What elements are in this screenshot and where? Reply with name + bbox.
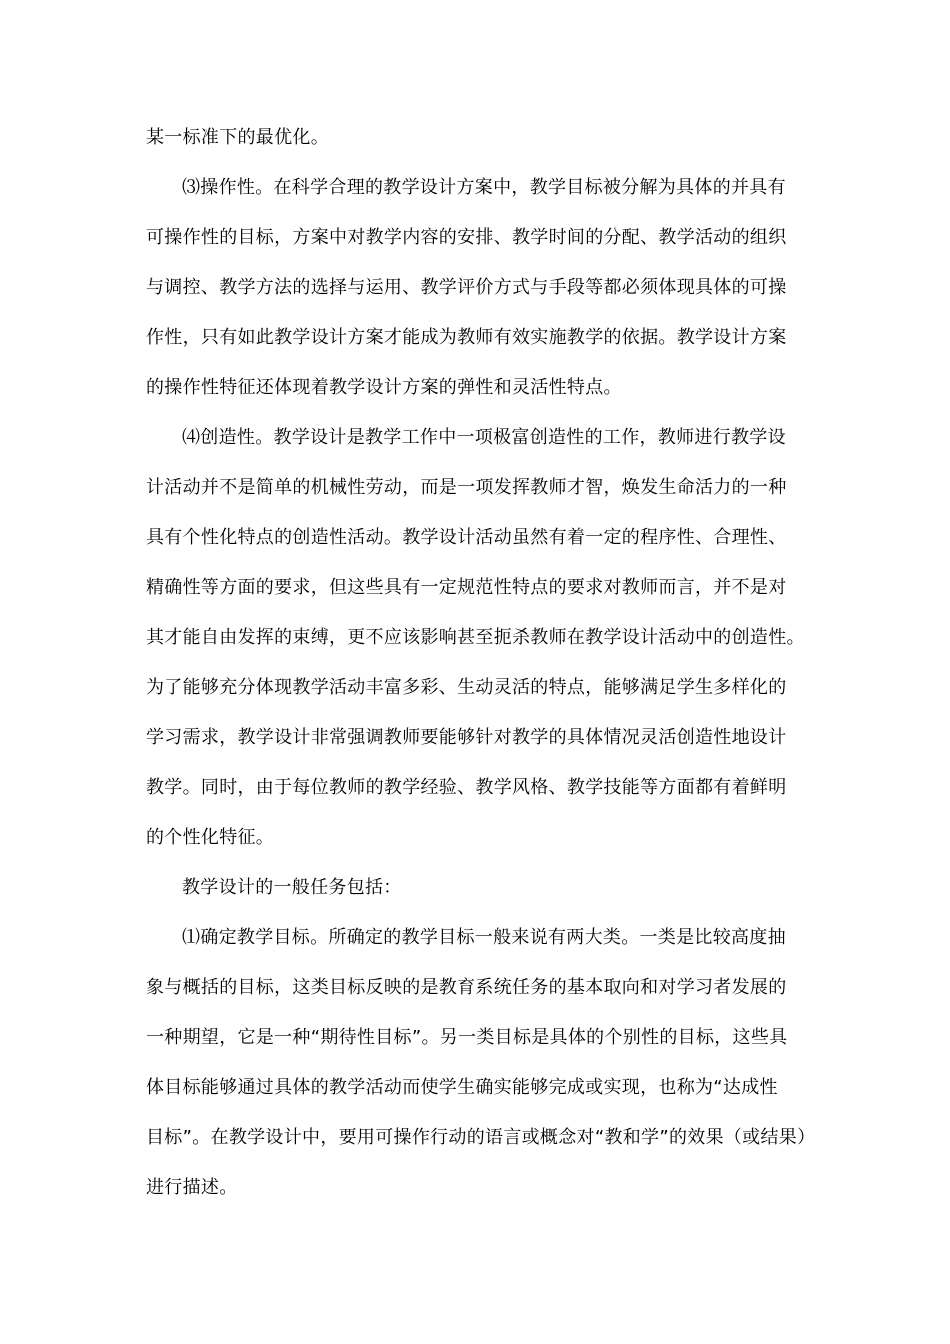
text-line: 其才能自由发挥的束缚，更不应该影响甚至扼杀教师在教学设计活动中的创造性。	[146, 627, 805, 648]
paragraph-start-line: 教学设计的一般任务包括：	[182, 877, 402, 898]
text-line: 一种期望，它是一种“期待性目标”。另一类目标是具体的个别性的目标，这些具	[146, 1027, 788, 1048]
text-line: 具有个性化特点的创造性活动。教学设计活动虽然有着一定的程序性、合理性、	[146, 527, 787, 548]
text-line: 体目标能够通过具体的教学活动而使学生确实能够完成或实现，也称为“达成性	[146, 1077, 778, 1098]
text-line: 某一标准下的最优化。	[146, 127, 329, 148]
paragraph-start-line: ⑴确定教学目标。所确定的教学目标一般来说有两大类。一类是比较高度抽	[182, 927, 786, 948]
text-line: 进行描述。	[146, 1177, 238, 1198]
text-line: 的操作性特征还体现着教学设计方案的弹性和灵活性特点。	[146, 377, 622, 398]
text-line: 为了能够充分体现教学活动丰富多彩、生动灵活的特点，能够满足学生多样化的	[146, 677, 787, 698]
text-line: 计活动并不是简单的机械性劳动，而是一项发挥教师才智，焕发生命活力的一种	[146, 477, 787, 498]
text-line: 象与概括的目标，这类目标反映的是教育系统任务的基本取向和对学习者发展的	[146, 977, 787, 998]
text-line: 与调控、教学方法的选择与运用、教学评价方式与手段等都必须体现具体的可操	[146, 277, 787, 298]
text-line: 教学。同时，由于每位教师的教学经验、教学风格、教学技能等方面都有着鲜明	[146, 777, 787, 798]
text-line: 精确性等方面的要求，但这些具有一定规范性特点的要求对教师而言，并不是对	[146, 577, 787, 598]
text-line: 作性，只有如此教学设计方案才能成为教师有效实施教学的依据。教学设计方案	[146, 327, 787, 348]
text-line: 学习需求，教学设计非常强调教师要能够针对教学的具体情况灵活创造性地设计	[146, 727, 787, 748]
paragraph-start-line: ⑶操作性。在科学合理的教学设计方案中，教学目标被分解为具体的并具有	[182, 177, 786, 198]
paragraph-start-line: ⑷创造性。教学设计是教学工作中一项极富创造性的工作，教师进行教学设	[182, 427, 786, 448]
text-line: 可操作性的目标，方案中对教学内容的安排、教学时间的分配、教学活动的组织	[146, 227, 787, 248]
text-line: 目标”。在教学设计中，要用可操作行动的语言或概念对“教和学”的效果（或结果）	[146, 1127, 816, 1148]
text-line: 的个性化特征。	[146, 827, 275, 848]
